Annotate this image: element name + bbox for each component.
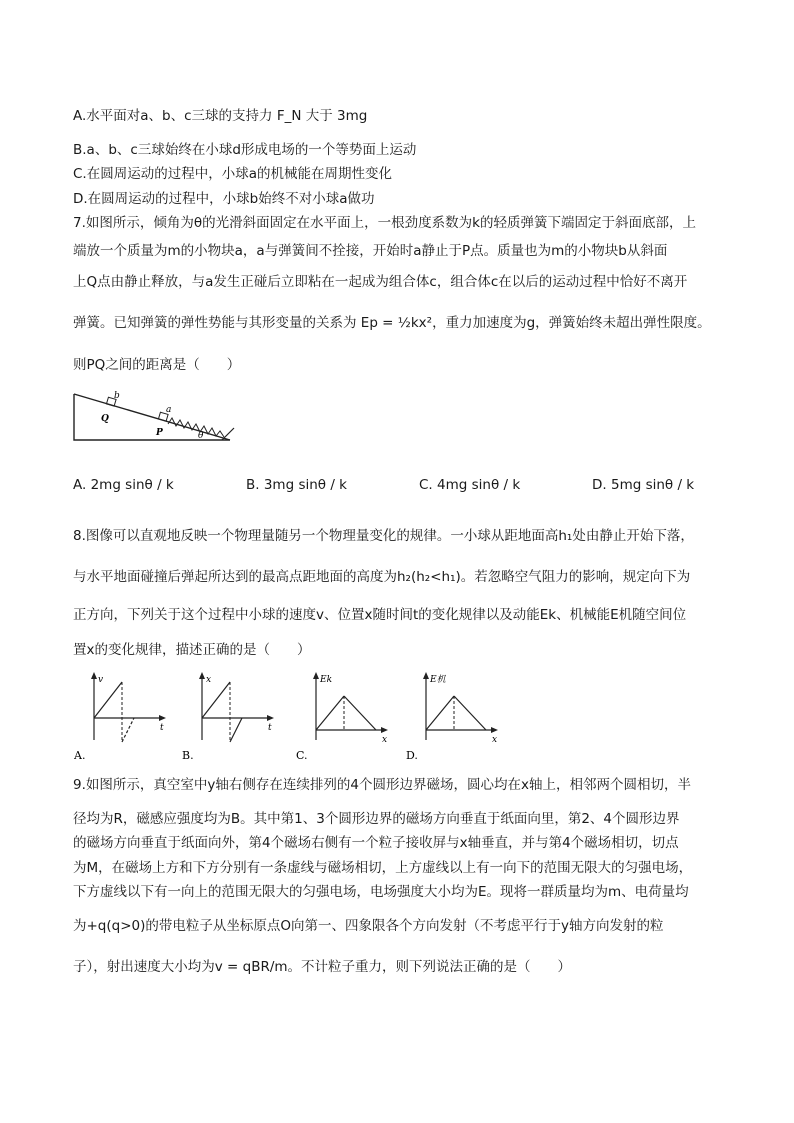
q6-option-a: A.水平面对a、b、c三球的支持力 F_N 大于 3mg bbox=[73, 108, 368, 124]
graph-b-x-label: t bbox=[268, 723, 272, 733]
label-theta: θ bbox=[198, 431, 204, 441]
q9-line-3: 的磁场方向垂直于纸面向外，第4个磁场右侧有一个粒子接收屏与x轴垂直，并与第4个磁场相切，切点 bbox=[73, 835, 679, 851]
graph-d-y-label: E机 bbox=[430, 675, 446, 685]
graph-d-x-label: x bbox=[492, 735, 498, 745]
q6-option-d: D.在圆周运动的过程中，小球b始终不对小球a做功 bbox=[73, 191, 375, 207]
graph-c-y-label: Ek bbox=[320, 675, 333, 685]
q6-option-c: C.在圆周运动的过程中，小球a的机械能在周期性变化 bbox=[73, 166, 392, 182]
graph-a-y-label: v bbox=[98, 675, 104, 685]
graph-a-label: A. bbox=[74, 749, 86, 760]
graph-d bbox=[406, 670, 506, 760]
q9-line-7: 子），射出速度大小均为v = qBR/m。不计粒子重力，则下列说法正确的是（ ） bbox=[73, 959, 572, 975]
incline-spring-figure bbox=[70, 388, 240, 446]
graph-c bbox=[296, 670, 396, 760]
q7-option-b: B. 3mg sinθ / k bbox=[246, 477, 347, 493]
graph-c-label: C. bbox=[296, 749, 308, 760]
q8-line-1: 8.图像可以直观地反映一个物理量随另一个物理量变化的规律。一小球从距地面高h₁处由静止开始下落， bbox=[73, 528, 694, 544]
q7-line-5: 则PQ之间的距离是（ ） bbox=[73, 357, 241, 373]
q7-line-4: 弹簧。已知弹簧的弹性势能与其形变量的关系为 Ep = ½kx²，重力加速度为g，弹簧始终未超出弹性限度。 bbox=[73, 315, 711, 331]
q7-option-d: D. 5mg sinθ / k bbox=[592, 477, 695, 493]
q9-line-4: 为M，在磁场上方和下方分别有一条虚线与磁场相切，上方虚线以上有一向下的范围无限大的匀强电场， bbox=[73, 860, 693, 876]
graph-b bbox=[182, 670, 282, 760]
q7-line-2: 端放一个质量为m的小物块a，a与弹簧间不拴接，开始时a静止于P点。质量也为m的小物块b从斜面 bbox=[73, 243, 668, 259]
graph-a-x-label: t bbox=[160, 723, 164, 733]
graph-b-y-label: x bbox=[206, 675, 212, 685]
graph-d-label: D. bbox=[406, 749, 418, 760]
q9-line-5: 下方虚线以下有一向上的范围无限大的匀强电场，电场强度大小均为E。现将一群质量均为m、电荷量均 bbox=[73, 884, 689, 900]
graph-b-label: B. bbox=[182, 749, 194, 760]
q7-option-a: A. 2mg sinθ / k bbox=[73, 477, 174, 493]
label-a: a bbox=[166, 405, 172, 415]
q8-line-2: 与水平地面碰撞后弹起所达到的最高点距地面的高度为h₂(h₂<h₁)。若忽略空气阻力的影响，规定向下为 bbox=[73, 569, 691, 585]
label-b: b bbox=[114, 391, 120, 401]
q7-line-1: 7.如图所示，倾角为θ的光滑斜面固定在水平面上，一根劲度系数为k的轻质弹簧下端固定于斜面底部，上 bbox=[73, 215, 696, 231]
label-p: P bbox=[156, 428, 163, 438]
q7-option-c: C. 4mg sinθ / k bbox=[419, 477, 521, 493]
q9-line-6: 为+q(q>0)的带电粒子从坐标原点O向第一、四象限各个方向发射（不考虑平行于y轴方向发射的粒 bbox=[73, 918, 664, 934]
q6-option-b: B.a、b、c三球始终在小球d形成电场的一个等势面上运动 bbox=[73, 142, 417, 158]
graph-a bbox=[74, 670, 174, 760]
q9-line-1: 9.如图所示，真空室中y轴右侧存在连续排列的4个圆形边界磁场，圆心均在x轴上，相邻两个圆相切，半 bbox=[73, 777, 691, 793]
label-q: Q bbox=[101, 414, 109, 424]
graph-c-x-label: x bbox=[382, 735, 388, 745]
q8-line-4: 置x的变化规律，描述正确的是（ ） bbox=[73, 642, 311, 658]
q8-line-3: 正方向，下列关于这个过程中小球的速度v、位置x随时间t的变化规律以及动能Ek、机械能E机随空间位 bbox=[73, 607, 687, 623]
q7-line-3: 上Q点由静止释放，与a发生正碰后立即粘在一起成为组合体c，组合体c在以后的运动过程中恰好不离开 bbox=[73, 274, 688, 290]
q9-line-2: 径均为R，磁感应强度均为B。其中第1、3个圆形边界的磁场方向垂直于纸面向里，第2、4个圆形边界 bbox=[73, 811, 680, 827]
